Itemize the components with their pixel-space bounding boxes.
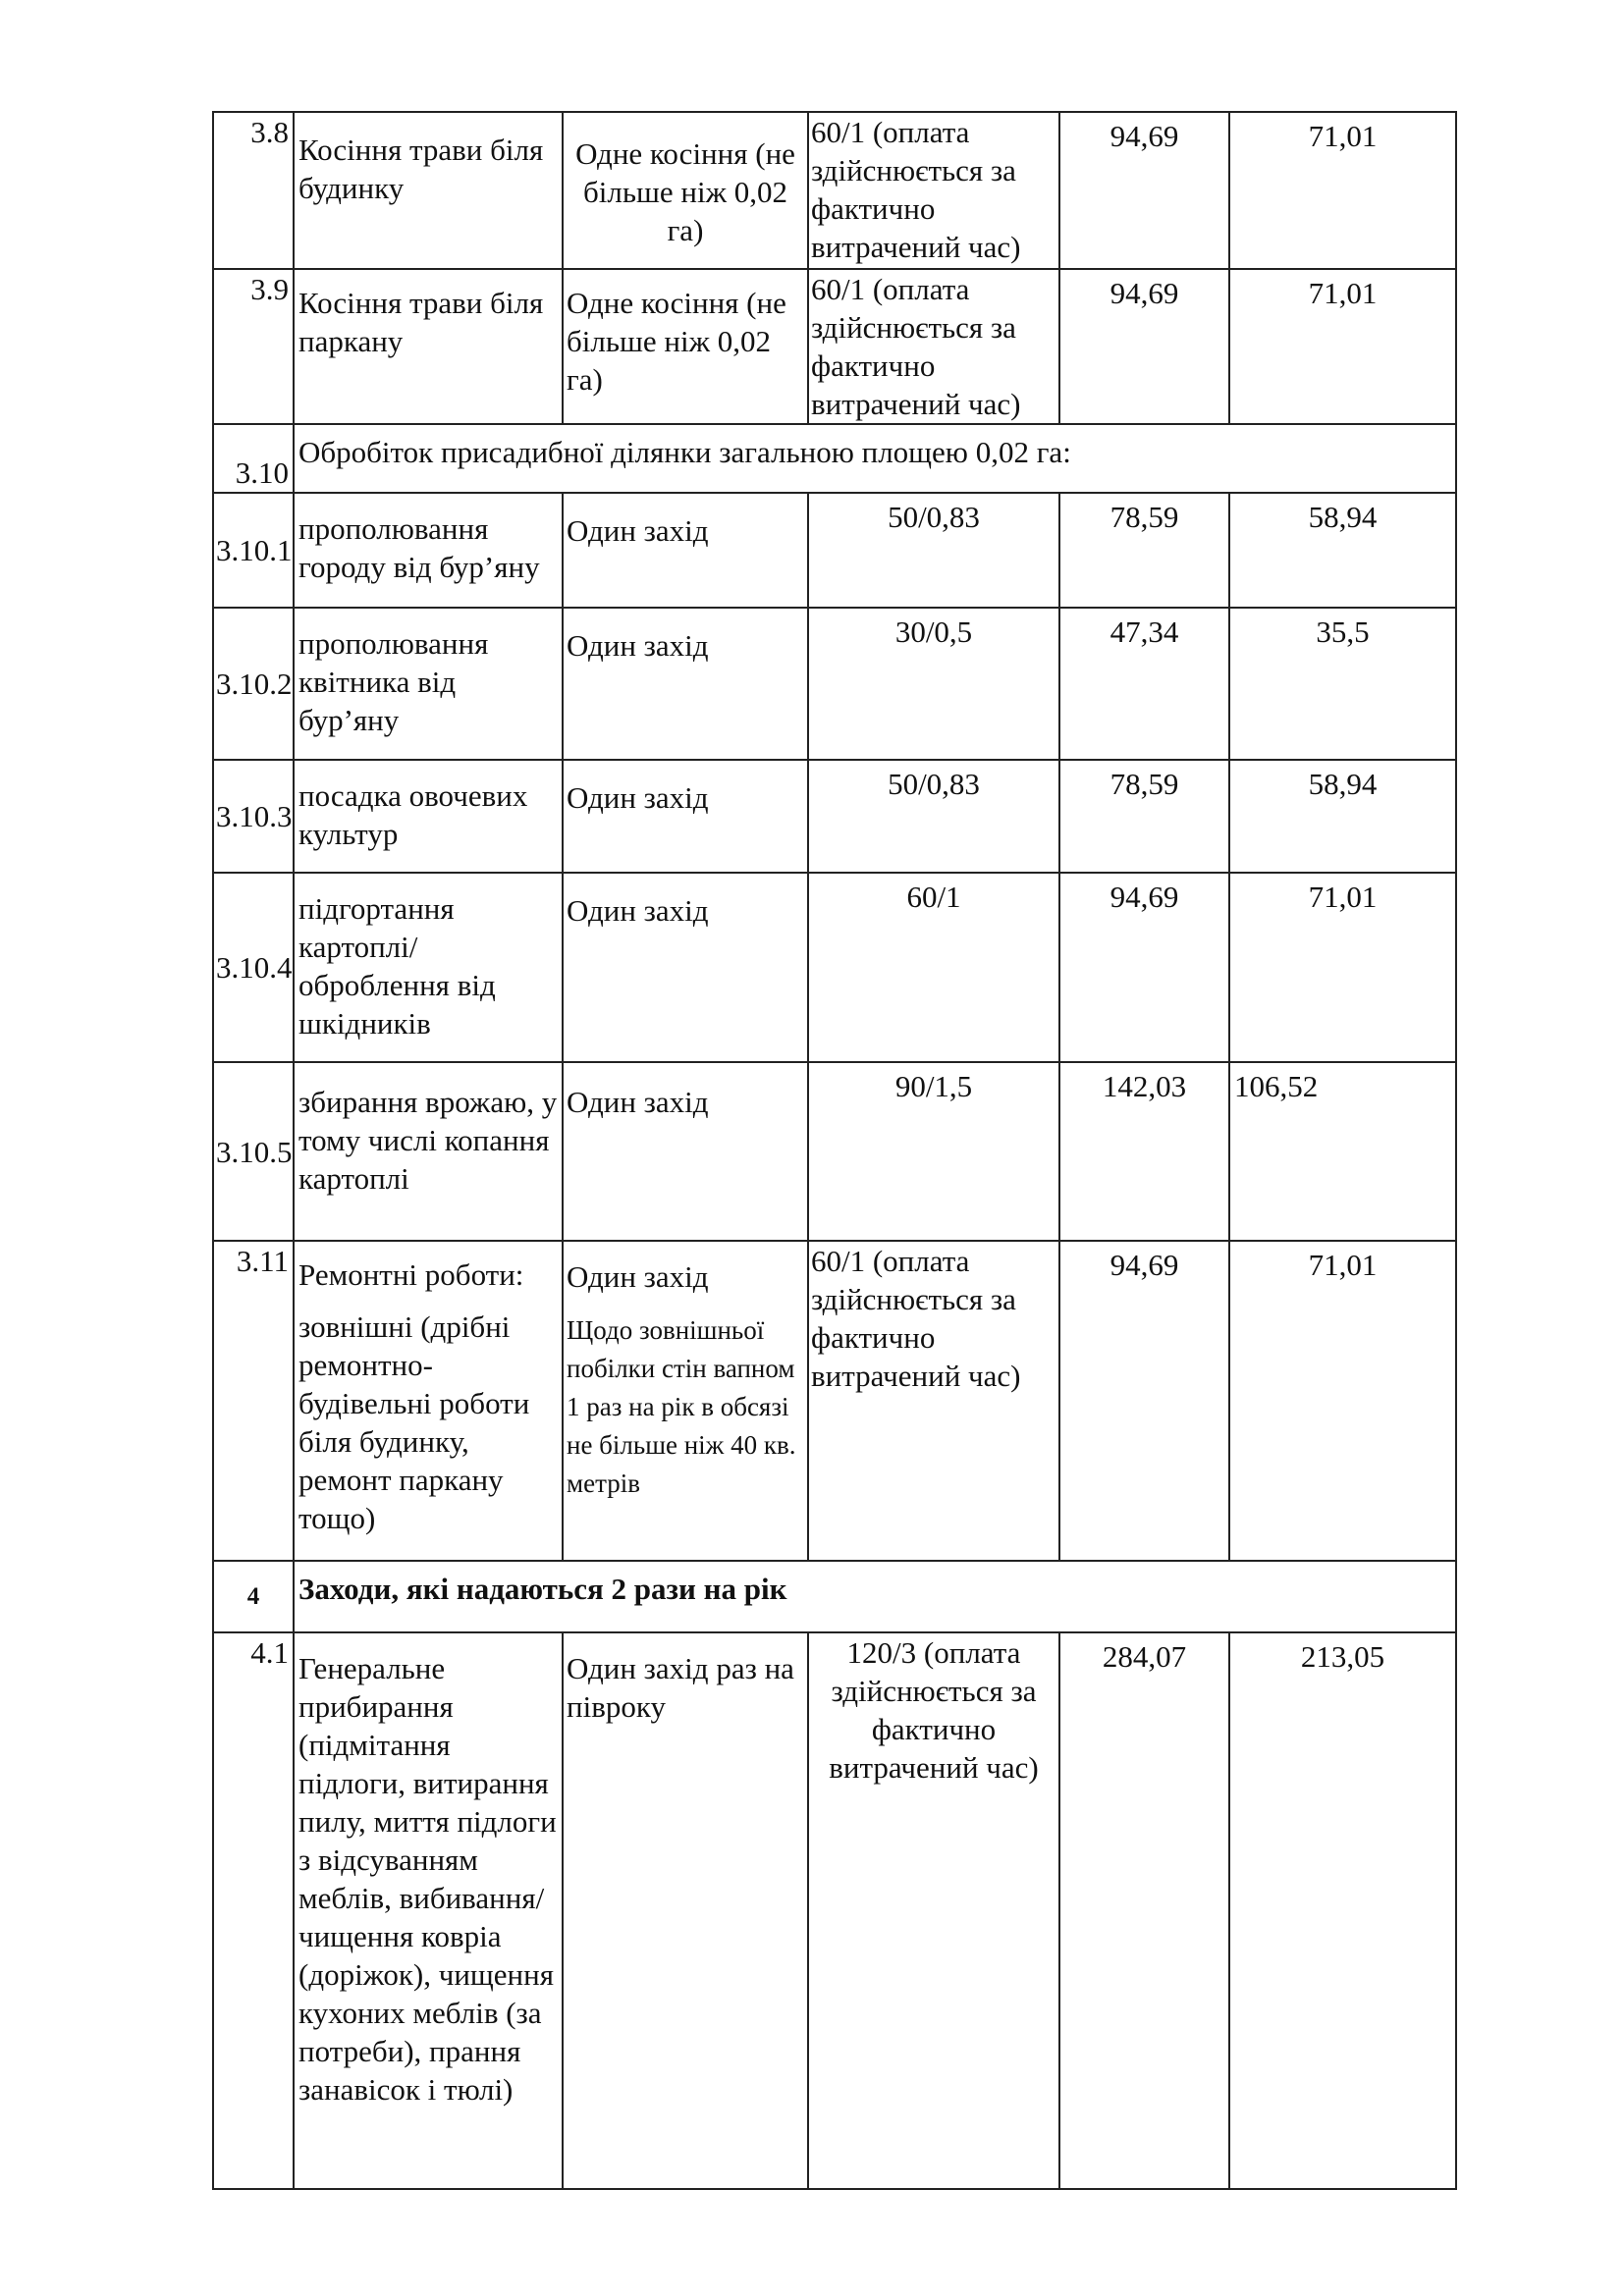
table-row xyxy=(213,493,1456,608)
row-number: 3.11 xyxy=(213,1241,294,1561)
row-number: 3.10.5 xyxy=(213,1062,294,1241)
frequency-note: Щодо зовнішньої побілки стін вапном 1 раз на рік в обсязі не більше ніж 40 кв. метрів xyxy=(567,1315,796,1498)
table-row xyxy=(213,1632,1456,2189)
service-name: Косіння трави біля паркану xyxy=(294,269,563,424)
services-table xyxy=(212,111,1457,2190)
table-row xyxy=(213,608,1456,760)
table-row xyxy=(213,424,1456,493)
time-norm: 60/1 (оплата здійснюється за фактично витрачений час) xyxy=(808,112,1059,269)
price-primary: 284,07 xyxy=(1059,1632,1229,2189)
price-secondary: 71,01 xyxy=(1229,112,1456,269)
price-secondary: 71,01 xyxy=(1229,1241,1456,1561)
row-number: 3.10.3 xyxy=(213,760,294,873)
time-norm: 120/3 (оплата здійснюється за фактично витрачений час) xyxy=(808,1632,1059,2189)
service-frequency: Одне косіння (не більше ніж 0,02 га) xyxy=(563,112,808,269)
price-secondary: 106,52 xyxy=(1229,1062,1456,1241)
time-norm: 60/1 (оплата здійснюється за фактично витрачений час) xyxy=(808,1241,1059,1561)
row-number: 3.10.1 xyxy=(213,493,294,608)
time-norm: 30/0,5 xyxy=(808,608,1059,760)
price-primary: 94,69 xyxy=(1059,112,1229,269)
price-primary: 94,69 xyxy=(1059,1241,1229,1561)
price-secondary: 58,94 xyxy=(1229,493,1456,608)
service-frequency: Один захід xyxy=(563,1062,808,1241)
price-primary: 94,69 xyxy=(1059,269,1229,424)
service-name: Генеральне прибирання (підмітання підлоги, витирання пилу, миття підлоги з відсуванням меблів, вибивання/чищення ковріа (доріжок), чищення кухоних меблів (за потреби), прання занавісок і тюлі) xyxy=(294,1632,563,2189)
section-title: Заходи, які надаються 2 рази на рік xyxy=(294,1561,1456,1632)
row-number: 4.1 xyxy=(213,1632,294,2189)
price-primary: 94,69 xyxy=(1059,873,1229,1062)
table-row xyxy=(213,1241,1456,1561)
price-primary: 47,34 xyxy=(1059,608,1229,760)
row-number: 3.9 xyxy=(213,269,294,424)
service-frequency xyxy=(563,1241,808,1561)
row-number: 3.10.4 xyxy=(213,873,294,1062)
price-primary: 142,03 xyxy=(1059,1062,1229,1241)
time-norm: 50/0,83 xyxy=(808,760,1059,873)
service-frequency: Один захід xyxy=(563,873,808,1062)
time-norm: 60/1 (оплата здійснюється за фактично витрачений час) xyxy=(808,269,1059,424)
service-frequency: Один захід xyxy=(563,608,808,760)
service-name xyxy=(294,1241,563,1561)
table-row xyxy=(213,873,1456,1062)
service-name: посадка овочевих культур xyxy=(294,760,563,873)
row-number: 4 xyxy=(213,1561,294,1632)
time-norm: 50/0,83 xyxy=(808,493,1059,608)
price-primary: 78,59 xyxy=(1059,493,1229,608)
table-row xyxy=(213,269,1456,424)
service-frequency: Одне косіння (не більше ніж 0,02 га) xyxy=(563,269,808,424)
table-row xyxy=(213,1062,1456,1241)
price-secondary: 35,5 xyxy=(1229,608,1456,760)
price-secondary: 213,05 xyxy=(1229,1632,1456,2189)
time-norm: 60/1 xyxy=(808,873,1059,1062)
service-name-heading: Ремонтні роботи: xyxy=(298,1257,524,1292)
service-name: прополювання городу від бур’яну xyxy=(294,493,563,608)
price-primary: 78,59 xyxy=(1059,760,1229,873)
price-secondary: 58,94 xyxy=(1229,760,1456,873)
table-row xyxy=(213,1561,1456,1632)
service-name: підгортання картоплі/ оброблення від шкідників xyxy=(294,873,563,1062)
service-name: збирання врожаю, у тому числі копання картоплі xyxy=(294,1062,563,1241)
service-name: Косіння трави біля будинку xyxy=(294,112,563,269)
row-number: 3.10 xyxy=(213,424,294,493)
table-row xyxy=(213,112,1456,269)
service-name: прополювання квітника від бур’яну xyxy=(294,608,563,760)
row-number: 3.8 xyxy=(213,112,294,269)
price-secondary: 71,01 xyxy=(1229,269,1456,424)
service-frequency: Один захід раз на півроку xyxy=(563,1632,808,2189)
price-secondary: 71,01 xyxy=(1229,873,1456,1062)
service-name-details: зовнішні (дрібні ремонтно-будівельні роботи біля будинку, ремонт паркану тощо) xyxy=(298,1309,530,1535)
table-row xyxy=(213,760,1456,873)
time-norm: 90/1,5 xyxy=(808,1062,1059,1241)
service-frequency: Один захід xyxy=(563,493,808,608)
section-title: Обробіток присадибної ділянки загальною площею 0,02 га: xyxy=(294,424,1456,493)
frequency-main: Один захід xyxy=(567,1259,709,1294)
row-number: 3.10.2 xyxy=(213,608,294,760)
service-frequency: Один захід xyxy=(563,760,808,873)
